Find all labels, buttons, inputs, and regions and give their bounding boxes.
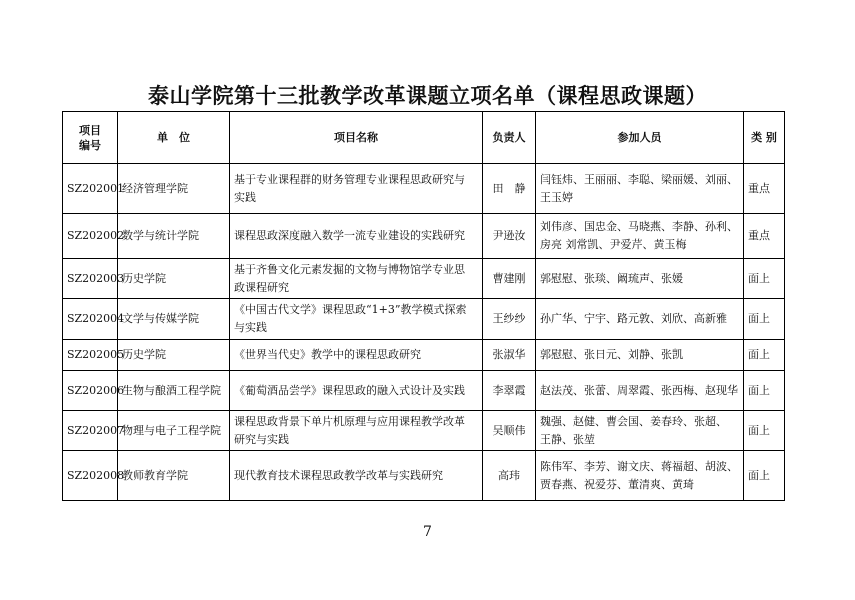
members-cell-line: 郭慰慰、张琰、阚琉声、张媛 xyxy=(540,271,683,285)
column-header-name: 项目名称 xyxy=(230,112,483,164)
members-cell xyxy=(536,371,744,411)
category-cell: 面上 xyxy=(744,340,785,371)
members-cell-line: 刘伟彦、国忠金、马晓燕、李静、孙利、 xyxy=(540,220,738,233)
page-number: 7 xyxy=(423,524,432,540)
members-cell-line: 赵法茂、张蕾、周翠霞、张西梅、赵现华 xyxy=(540,383,738,397)
project-code-cell: SZ202008 xyxy=(63,451,118,501)
unit-cell: 生物与酿酒工程学院 xyxy=(118,371,230,411)
members-cell xyxy=(536,299,744,340)
project-name-cell xyxy=(230,411,483,451)
project-name-cell xyxy=(230,299,483,340)
page-title: 泰山学院第十三批教学改革课题立项名单（课程思政课题） xyxy=(148,84,707,108)
project-name-cell-line: 基于专业课程群的财务管理专业课程思政研究与 xyxy=(234,172,465,186)
project-name-cell-line: 课程思政背景下单片机原理与应用课程教学改革 xyxy=(234,414,465,428)
members-cell xyxy=(536,411,744,451)
unit-cell: 教师教育学院 xyxy=(118,451,230,501)
members-cell xyxy=(536,164,744,214)
members-cell xyxy=(536,259,744,299)
project-name-cell-line: 课程思政深度融入数学一流专业建设的实践研究 xyxy=(234,229,465,242)
leader-cell: 高玮 xyxy=(483,451,536,501)
unit-cell: 历史学院 xyxy=(118,259,230,299)
category-cell: 面上 xyxy=(744,259,785,299)
category-cell: 面上 xyxy=(744,299,785,340)
column-header-members: 参加人员 xyxy=(536,112,744,164)
members-cell-line: 闫钰炜、王丽丽、李聪、梁丽媛、刘丽、 xyxy=(540,172,738,186)
members-cell xyxy=(536,214,744,259)
table-row xyxy=(63,299,785,340)
table-row xyxy=(63,451,785,501)
project-name-cell-line: 《世界当代史》教学中的课程思政研究 xyxy=(234,348,421,361)
project-name-cell xyxy=(230,340,483,371)
unit-cell: 历史学院 xyxy=(118,340,230,371)
table-row xyxy=(63,411,785,451)
project-name-cell xyxy=(230,371,483,411)
members-cell-line: 陈伟军、李芳、谢文庆、蒋福超、胡波、 xyxy=(540,459,738,473)
members-cell-line: 孙广华、宁宇、路元敦、刘欣、高新雅 xyxy=(540,312,727,325)
category-cell: 面上 xyxy=(744,411,785,451)
members-cell-line: 王静、张堃 xyxy=(540,432,595,446)
unit-cell: 物理与电子工程学院 xyxy=(118,411,230,451)
leader-cell: 李翠霞 xyxy=(483,371,536,411)
project-code-cell: SZ202007 xyxy=(63,411,118,451)
project-name-cell xyxy=(230,259,483,299)
unit-cell: 文学与传媒学院 xyxy=(118,299,230,340)
project-code-cell: SZ202004 xyxy=(63,299,118,340)
leader-cell: 尹逊汝 xyxy=(483,214,536,259)
members-cell-line: 郭慰慰、张日元、刘静、张凯 xyxy=(540,348,683,361)
table-row xyxy=(63,371,785,411)
unit-cell: 数学与统计学院 xyxy=(118,214,230,259)
project-name-cell-line: 基于齐鲁文化元素发掘的文物与博物馆学专业思 xyxy=(234,262,465,276)
column-header-code-line1: 项目 xyxy=(79,123,101,137)
members-cell xyxy=(536,451,744,501)
project-list-table xyxy=(62,111,785,501)
table-row xyxy=(63,164,785,214)
category-cell: 重点 xyxy=(744,164,785,214)
column-header-code xyxy=(63,112,118,164)
leader-cell: 田 静 xyxy=(483,164,536,214)
column-header-type: 类 别 xyxy=(744,112,785,164)
project-name-cell-line: 实践 xyxy=(234,190,256,204)
table-row xyxy=(63,214,785,259)
project-name-cell-line: 现代教育技术课程思政教学改革与实践研究 xyxy=(234,468,443,482)
members-cell-line: 贾春燕、祝爱芬、董清爽、黄琦 xyxy=(540,477,694,491)
table-row xyxy=(63,259,785,299)
project-code-cell: SZ202003 xyxy=(63,259,118,299)
members-cell xyxy=(536,340,744,371)
project-code-cell: SZ202002 xyxy=(63,214,118,259)
members-cell-line: 王玉婷 xyxy=(540,190,573,204)
project-name-cell xyxy=(230,164,483,214)
project-name-cell xyxy=(230,214,483,259)
category-cell: 面上 xyxy=(744,371,785,411)
leader-cell: 吴顺伟 xyxy=(483,411,536,451)
project-code-cell: SZ202001 xyxy=(63,164,118,214)
leader-cell: 王纱纱 xyxy=(483,299,536,340)
project-name-cell xyxy=(230,451,483,501)
project-name-cell-line: 政课程研究 xyxy=(234,280,289,294)
project-name-cell-line: 《葡萄酒品尝学》课程思政的融入式设计及实践 xyxy=(234,383,465,397)
leader-cell: 张淑华 xyxy=(483,340,536,371)
unit-cell: 经济管理学院 xyxy=(118,164,230,214)
project-name-cell-line: 与实践 xyxy=(234,321,267,334)
members-cell-line: 魏强、赵健、曹会国、姜春玲、张超、 xyxy=(540,414,727,428)
members-cell-line: 房亮 刘常凯、尹爱芹、黄玉梅 xyxy=(540,238,687,251)
project-name-cell-line: 研究与实践 xyxy=(234,432,289,446)
column-header-unit: 单 位 xyxy=(118,112,230,164)
project-code-cell: SZ202005 xyxy=(63,340,118,371)
table-row xyxy=(63,340,785,371)
category-cell: 重点 xyxy=(744,214,785,259)
column-header-leader: 负责人 xyxy=(483,112,536,164)
column-header-code-line2: 编号 xyxy=(79,138,101,152)
project-code-cell: SZ202006 xyxy=(63,371,118,411)
leader-cell: 曹建刚 xyxy=(483,259,536,299)
table-header-row xyxy=(63,112,785,164)
category-cell: 面上 xyxy=(744,451,785,501)
project-name-cell-line: 《中国古代文学》课程思政“1+3”教学模式探索 xyxy=(234,303,467,316)
